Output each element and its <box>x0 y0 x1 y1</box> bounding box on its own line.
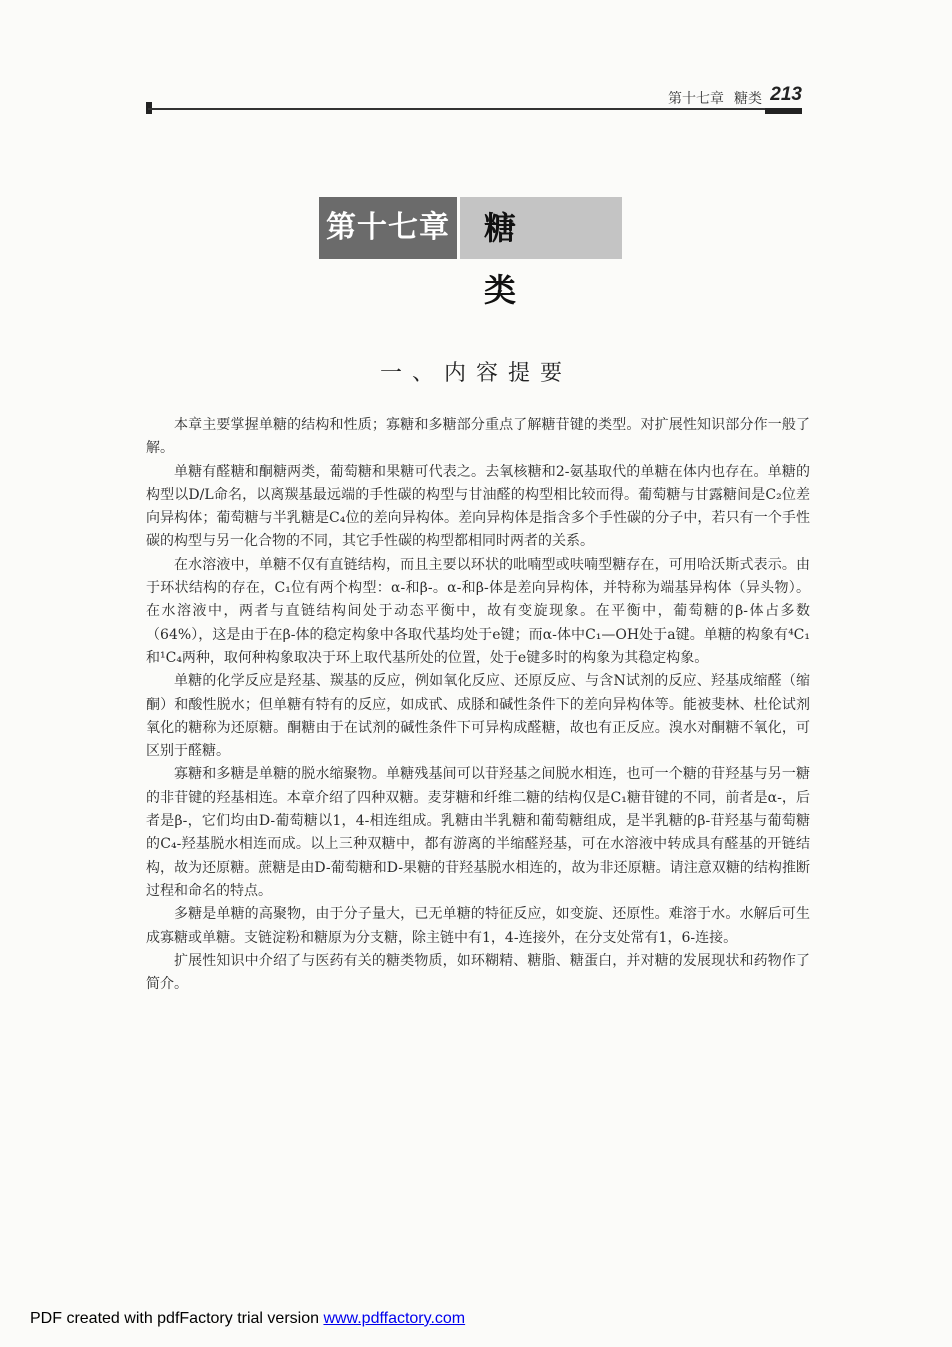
chapter-title-label: 第十七章 <box>319 197 457 259</box>
page-number: 213 <box>770 84 802 105</box>
summary-body <box>146 414 810 996</box>
paragraph: 寡糖和多糖是单糖的脱水缩聚物。单糖残基间可以苷羟基之间脱水相连，也可一个糖的苷羟基与另一糖的非苷键的羟基相连。本章介绍了四种双糖。麦芽糖和纤维二糖的结构仅是C₁糖苷键的不同，前者是α-，后者是β-，它们均由D-葡萄糖以1，4-相连组成。乳糖由半乳糖和葡萄糖组成，是半乳糖的β-苷羟基与葡萄糖的C₄-羟基脱水相连而成。以上三种双糖中，都有游离的半缩醛羟基，可在水溶液中转成具有醛基的开链结构，故为还原糖。蔗糖是由D-葡萄糖和D-果糖的苷羟基脱水相连的，故为非还原糖。请注意双糖的结构推断过程和命名的特点。 <box>146 766 810 899</box>
footer-text: PDF created with pdfFactory trial version <box>30 1310 324 1327</box>
paragraph: 在水溶液中，单糖不仅有直链结构，而且主要以环状的吡喃型或呋喃型糖存在，可用哈沃斯式表示。由于环状结构的存在，C₁位有两个构型：α-和β-。α-和β-体是差向异构体，并特称为端基异构体（异头物）。在水溶液中，两者与直链结构间处于动态平衡中，故有变旋现象。在平衡中，葡萄糖的β-体占多数（64%），这是由于在β-体的稳定构象中各取代基均处于e键；而α-体中C₁—OH处于a键。单糖的构象有⁴C₁和¹C₄两种，取何种构象取决于环上取代基所处的位置，处于e键多时的构象为其稳定构象。 <box>146 556 810 666</box>
header-chapter: 第十七章 <box>668 91 724 107</box>
chapter-title-banner <box>319 197 622 309</box>
paragraph: 单糖有醛糖和酮糖两类，葡萄糖和果糖可代表之。去氧核糖和2-氨基取代的单糖在体内也存在。单糖的构型以D/L命名，以离羰基最远端的手性碳的构型与甘油醛的构型相比较而得。葡萄糖与甘露糖间是C₂位差向异构体；葡萄糖与半乳糖是C₄位的差向异构体。差向异构体是指含多个手性碳的分子中，若只有一个手性碳的构型与另一化合物的不同，其它手性碳的构型都相同时两者的关系。 <box>146 463 810 550</box>
paragraph: 扩展性知识中介绍了与医药有关的糖类物质，如环糊精、糖脂、糖蛋白，并对糖的发展现状和药物作了简介。 <box>146 952 810 993</box>
paragraph: 多糖是单糖的高聚物，由于分子量大，已无单糖的特征反应，如变旋、还原性。难溶于水。水解后可生成寡糖或单糖。支链淀粉和糖原为分支糖，除主链中有1，4-连接外，在分支处常有1，6-连接。 <box>146 906 810 946</box>
paragraph: 本章主要掌握单糖的结构和性质；寡糖和多糖部分重点了解糖苷键的类型。对扩展性知识部分作一般了解。 <box>146 417 810 457</box>
running-header <box>668 88 762 108</box>
header-rule-right-mark <box>765 108 802 114</box>
header-rule <box>148 108 802 110</box>
footer-link[interactable]: www.pdffactory.com <box>323 1310 466 1327</box>
paragraph: 单糖的化学反应是羟基、羰基的反应，例如氧化反应、还原反应、与含N试剂的反应、羟基成缩醛（缩酮）和酸性脱水；但单糖有特有的反应，如成甙、成脎和碱性条件下的差向异构体等。能被斐林、杜伦试剂氧化的糖称为还原糖。酮糖由于在试剂的碱性条件下可异构成醛糖，故也有正反应。溴水对酮糖不氧化，可区别于醛糖。 <box>146 673 810 760</box>
pdf-watermark-footer <box>30 1310 465 1328</box>
header-subject: 糖类 <box>734 91 762 107</box>
section-heading: 一、内容提要 <box>379 361 572 386</box>
chapter-title-subject: 糖类 <box>460 197 622 259</box>
